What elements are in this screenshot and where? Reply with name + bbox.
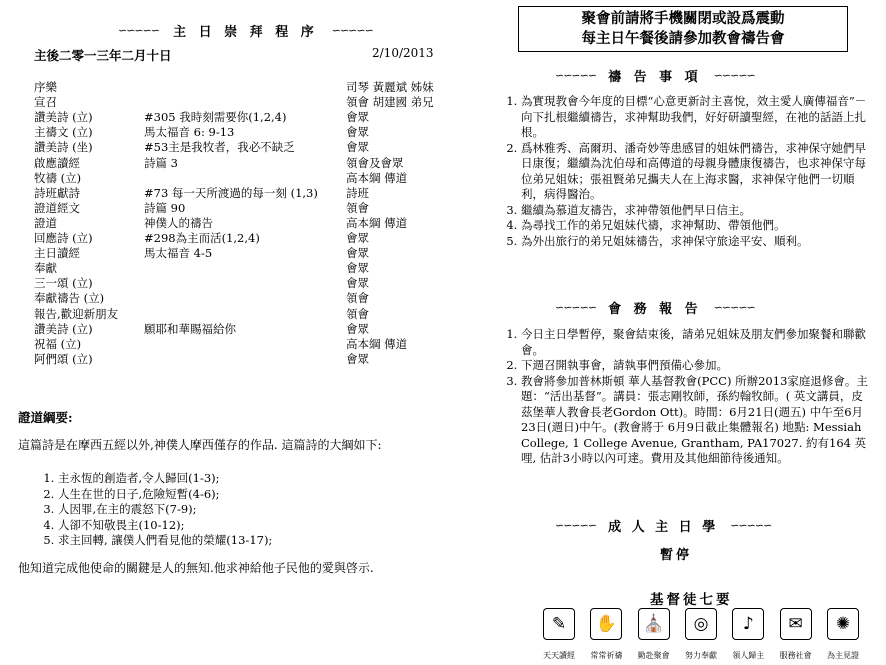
service-part: 阿們頌 (立) <box>34 351 93 366</box>
service-part: 讚美詩 (立) <box>34 110 93 125</box>
service-content: #53主是我牧者，我必不缺乏 <box>144 140 295 155</box>
ornament-right: ∽∽∽∽∽ <box>730 519 772 532</box>
sermon-point: 2. 人生在世的日子,危險短暫(4-6); <box>58 487 466 503</box>
service-content: 馬太福音 6: 9-13 <box>144 125 235 140</box>
service-content: 馬太福音 4-5 <box>144 246 213 261</box>
service-person: 會眾 <box>346 110 369 125</box>
seven-title: 基督徒七要 <box>650 592 733 608</box>
service-row <box>34 201 464 215</box>
service-row <box>34 186 464 200</box>
seven-item <box>820 608 866 661</box>
notice-line-1: 聚會前請將手機關閉或設爲震動 <box>581 10 785 27</box>
service-person: 會眾 <box>346 125 369 140</box>
prayer-title: 禱 告 事 項 <box>608 70 702 85</box>
ornament-left: ∽∽∽∽∽ <box>555 519 597 532</box>
service-row <box>34 291 464 305</box>
seven-item <box>631 608 677 661</box>
service-person: 會眾 <box>346 140 369 155</box>
seven-item <box>725 608 771 661</box>
sermon-heading: 證道綱要: <box>18 410 73 425</box>
announce-list <box>497 327 869 467</box>
service-row <box>34 110 464 124</box>
ornament-right: ∽∽∽∽∽ <box>713 301 755 314</box>
service-part: 報告,歡迎新朋友 <box>34 306 119 321</box>
notice-box <box>518 6 848 52</box>
service-part: 三一頌 (立) <box>34 276 93 291</box>
service-person: 會眾 <box>346 321 369 336</box>
sermon-point: 4. 人卻不知敬畏主(10-12); <box>58 518 466 534</box>
service-part: 主日讀經 <box>34 246 80 261</box>
service-row <box>34 276 464 290</box>
service-person: 會眾 <box>346 246 369 261</box>
service-person: 高本綱 傳道 <box>346 336 408 351</box>
ornament-left: ∽∽∽∽∽ <box>555 69 597 82</box>
prayer-item: 3. 繼續為慕道友禱告，求神帶領他們早日信主。 <box>521 203 869 219</box>
sermon-point: 1. 主永恆的創造者,令人歸回(1-3); <box>58 471 466 487</box>
service-part: 證道 <box>34 215 57 230</box>
sunday-school-title-bar <box>555 516 815 535</box>
service-person: 高本綱 傳道 <box>346 215 408 230</box>
service-person: 會眾 <box>346 351 369 366</box>
service-content: 願耶和華賜福給你 <box>144 321 236 336</box>
witness-icon: ✺ <box>827 608 859 640</box>
service-date-numeric: 2/10/2013 <box>372 46 434 60</box>
prayer-list <box>497 94 869 249</box>
seven-item <box>678 608 724 661</box>
service-row <box>34 125 464 139</box>
service-person: 會眾 <box>346 231 369 245</box>
service-part: 奉獻 <box>34 261 57 276</box>
service-content: 詩篇 3 <box>144 155 178 170</box>
service-part: 主禱文 (立) <box>34 125 93 140</box>
announce-title: 會 務 報 告 <box>608 302 702 317</box>
service-row <box>34 171 464 185</box>
service-part: 啟應讀經 <box>34 155 80 170</box>
service-person: 領會及會眾 <box>346 155 404 170</box>
prayer-item: 4. 為尋找工作的弟兄姐妹代禱，求神幫助、帶領他們。 <box>521 218 869 234</box>
notice-line-2: 每主日午餐後請參加教會禱告會 <box>581 30 785 47</box>
service-row <box>34 95 464 109</box>
announce-item: 2. 下週召開執事會，請執事們預備心參加。 <box>521 358 869 374</box>
service-content: #298為主而活(1,2,4) <box>144 231 260 245</box>
service-person: 領會 <box>346 306 369 321</box>
service-person: 領會 <box>346 200 369 215</box>
service-part: 讚美詩 (立) <box>34 321 93 336</box>
seven-label: 為主見證 <box>826 651 859 660</box>
lead-icon: ♪ <box>732 608 764 640</box>
sermon-points <box>18 471 466 549</box>
sermon-intro: 這篇詩是在摩西五經以外,神僕人摩西僅存的作品. 這篇詩的大綱如下: <box>18 438 382 452</box>
service-content: 神僕人的禱告 <box>144 215 213 230</box>
seven-essentials <box>536 608 866 661</box>
prayer-item: 1. 為實現教會今年度的目標“心意更新討主喜悅，效主愛人廣傳福音”－向下扎根繼續禱告，求神幫助我們，好好研讀聖經，在祂的話語上扎根。 <box>521 94 869 141</box>
prayer-item: 5. 為外出旅行的弟兄姐妹禱告，求神保守旅途平安、順利。 <box>521 234 869 250</box>
ornament-right: ∽∽∽∽∽ <box>713 69 755 82</box>
service-title-bar <box>118 22 418 38</box>
ornament-left: ∽∽∽∽∽ <box>118 23 160 37</box>
service-row <box>34 307 464 321</box>
offering-icon: ◎ <box>685 608 717 640</box>
service-part: 讚美詩 (坐) <box>34 140 93 155</box>
service-part: 序樂 <box>34 80 57 94</box>
seven-label: 領人歸主 <box>732 651 765 660</box>
service-person: 高本綱 傳道 <box>346 170 408 185</box>
sunday-school-status: 暫停 <box>660 548 693 563</box>
service-row <box>34 156 464 170</box>
service-title: 主 日 崇 拜 程 序 <box>173 24 318 40</box>
service-person: 會眾 <box>346 261 369 276</box>
praying-icon: ✋ <box>590 608 622 640</box>
service-row <box>34 140 464 154</box>
ornament-right: ∽∽∽∽∽ <box>331 23 373 37</box>
service-person: 領會 胡建國 弟兄 <box>346 95 434 110</box>
announce-item: 1. 今日主日學暫停，聚會結束後，請弟兄姐妹及朋友們參加聚餐和聯歡會。 <box>521 327 869 358</box>
service-part: 奉獻禱告 (立) <box>34 291 105 306</box>
sermon-closing: 他知道完成他使命的關鍵是人的無知.他求神給他子民他的愛與啓示. <box>18 561 374 575</box>
service-part: 證道經文 <box>34 200 80 215</box>
service-part: 宣召 <box>34 95 57 110</box>
seven-item <box>583 608 629 661</box>
service-row <box>34 337 464 351</box>
sermon-point: 5. 求主回轉, 讓僕人們看見他的榮耀(13-17); <box>58 533 466 549</box>
service-content: #73 每一天所渡過的每一刻 (1,3) <box>144 185 318 200</box>
service-part: 回應詩 (立) <box>34 231 93 245</box>
service-row <box>34 261 464 275</box>
seven-label: 天天讀經 <box>543 651 575 660</box>
service-row <box>34 246 464 260</box>
service-row <box>34 322 464 336</box>
seven-label: 服務社會 <box>779 651 812 660</box>
service-person: 司琴 黃麗斌 姊妹 <box>346 80 434 94</box>
sunday-school-title: 成 人 主 日 學 <box>608 520 719 535</box>
prayer-item: 2. 爲林雅秀、高爾玥、潘奇妙等患感冒的姐妹們禱告，求神保守她們早日康復；繼續為沈伯母和高傳道的母親身體康復禱告，也求神保守每位弟兄姐妹；張祖賢弟兄攜夫人在上海求醫，求神保守他們一切順利，病得醫治。 <box>521 141 869 203</box>
seven-label: 勤赴聚會 <box>637 651 670 660</box>
seven-item <box>536 608 582 661</box>
seven-label: 努力奉獻 <box>684 651 717 660</box>
announce-item: 3. 教會將參加普林斯頓 華人基督教會(PCC) 所辦2013家庭退修會。主題：“活出基督”。講員：張志剛牧師，孫約翰牧師。( 英文講員，皮茲堡華人教會長老Gordon Ott)。時間：6月21日(週五) 中午至6月23日(週日)中午。(教會將于 6月9日截止集體報名) 地點: Messiah College, 1 College Avenue, Grantham, PA17027. 約有164 英哩, 估計3小時以內可達。費用及其他細節待後通知。 <box>521 374 869 467</box>
service-row <box>34 231 464 245</box>
prayer-title-bar <box>555 66 815 85</box>
ornament-left: ∽∽∽∽∽ <box>555 301 597 314</box>
service-person: 會眾 <box>346 276 369 291</box>
reading-icon: ✎ <box>543 608 575 640</box>
service-person: 領會 <box>346 291 369 306</box>
sermon-point: 3. 人因罪,在主的震怒下(7-9); <box>58 502 466 518</box>
service-part: 祝福 (立) <box>34 336 82 351</box>
seven-item <box>773 608 819 661</box>
service-date-chinese: 主後二零一三年二月十日 <box>34 48 172 63</box>
service-row <box>34 216 464 230</box>
service-content: #305 我時刻需要你(1,2,4) <box>144 110 287 125</box>
seven-label: 常常祈禱 <box>590 651 623 660</box>
announce-title-bar <box>555 298 815 317</box>
service-content: 詩篇 90 <box>144 200 186 215</box>
service-row <box>34 80 464 94</box>
serve-icon: ✉ <box>780 608 812 640</box>
service-person: 詩班 <box>346 185 369 200</box>
service-row <box>34 352 464 366</box>
church-icon: ⛪ <box>638 608 670 640</box>
service-part: 詩班獻詩 <box>34 185 80 200</box>
service-part: 牧禱 (立) <box>34 170 82 185</box>
